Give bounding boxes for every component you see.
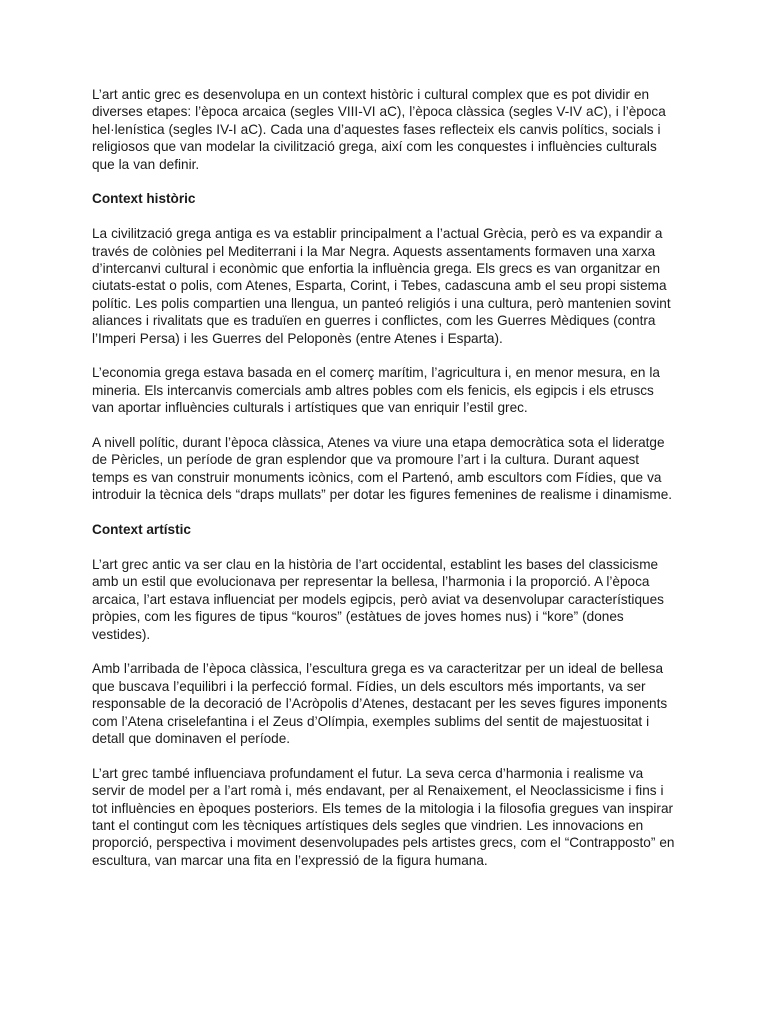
paragraph: Amb l’arribada de l’època clàssica, l’escultura grega es va caracteritzar per un ideal de bellesa que buscava l’equilibri i la perfecció formal. Fídies, un dels escultors més importants, va ser responsable de la decoració de l’Acròpolis d’Atenes, destacant per les seves figures imponents com l’Atena criselefantina i el Zeus d’Olímpia, exemples sublims del sentit de majestuositat i detall que dominaven el període. [92,661,668,746]
section-heading-historic: Context històric [92,191,196,207]
paragraph: La civilització grega antiga es va establir principalment a l’actual Grècia, però es va expandir a través de colònies pel Mediterrani i la Mar Negra. Aquests assentaments formaven una xarxa d’intercanvi cultural i econòmic que enfortia la influència grega. Els grecs es van organitzar en ciutats-estat o polis, com Atenes, Esparta, Corint, i Tebes, cadascuna amb el seu propi sistema polític. Les polis compartien una llengua, un panteó religiós i una cultura, però mantenien sovint aliances i rivalitats que es traduïen en guerres i conflictes, com les Guerres Mèdiques (contra l’Imperi Persa) i les Guerres del Peloponès (entre Atenes i Esparta). [92,226,671,346]
intro-paragraph: L’art antic grec es desenvolupa en un context històric i cultural complex que es pot dividir en diverses etapes: l’època arcaica (segles VIII-VI aC), l’època clàssica (segles V-IV aC), i l’època hel·lenística (segles IV-I aC). Cada una d’aquestes fases reflecteix els canvis polítics, socials i religiosos que van modelar la civilització grega, així com les conquestes i influències culturals que la van definir. [92,87,666,172]
document-page [92,86,676,887]
section-heading-artistic: Context artístic [92,522,191,538]
paragraph: L’art grec també influenciava profundament el futur. La seva cerca d’harmonia i realisme va servir de model per a l’art romà i, més endavant, per al Renaixement, el Neoclassicisme i fins i tot influències en èpoques posteriors. Els temes de la mitologia i la filosofia gregues van inspirar tant el contingut com les tècniques artístiques dels segles que vindrien. Les innovacions en proporció, perspectiva i moviment desenvolupades pels artistes grecs, com el “Contrapposto” en escultura, van marcar una fita en l’expressió de la figura humana. [92,765,675,868]
paragraph: L’economia grega estava basada en el comerç marítim, l’agricultura i, en menor mesura, en la mineria. Els intercanvis comercials amb altres pobles com els fenicis, els egipcis i els etruscs van aportar influències culturals i artístiques que van enriquir l’estil grec. [92,365,660,416]
paragraph: L’art grec antic va ser clau en la història de l’art occidental, establint les bases del classicisme amb un estil que evolucionava per representar la bellesa, l’harmonia i la proporció. A l’època arcaica, l’art estava influenciat per models egipcis, però aviat va desenvolupar característiques pròpies, com les figures de tipus “kouros” (estàtues de joves homes nus) i “kore” (dones vestides). [92,556,664,642]
paragraph: A nivell polític, durant l’època clàssica, Atenes va viure una etapa democràtica sota el lideratge de Pèricles, un període de gran esplendor que va promoure l’art i la cultura. Durant aquest temps es van construir monuments icònics, com el Partenó, amb escultors com Fídies, que va introduir la tècnica dels “draps mullats” per dotar les figures femenines de realisme i dinamisme. [92,435,673,503]
